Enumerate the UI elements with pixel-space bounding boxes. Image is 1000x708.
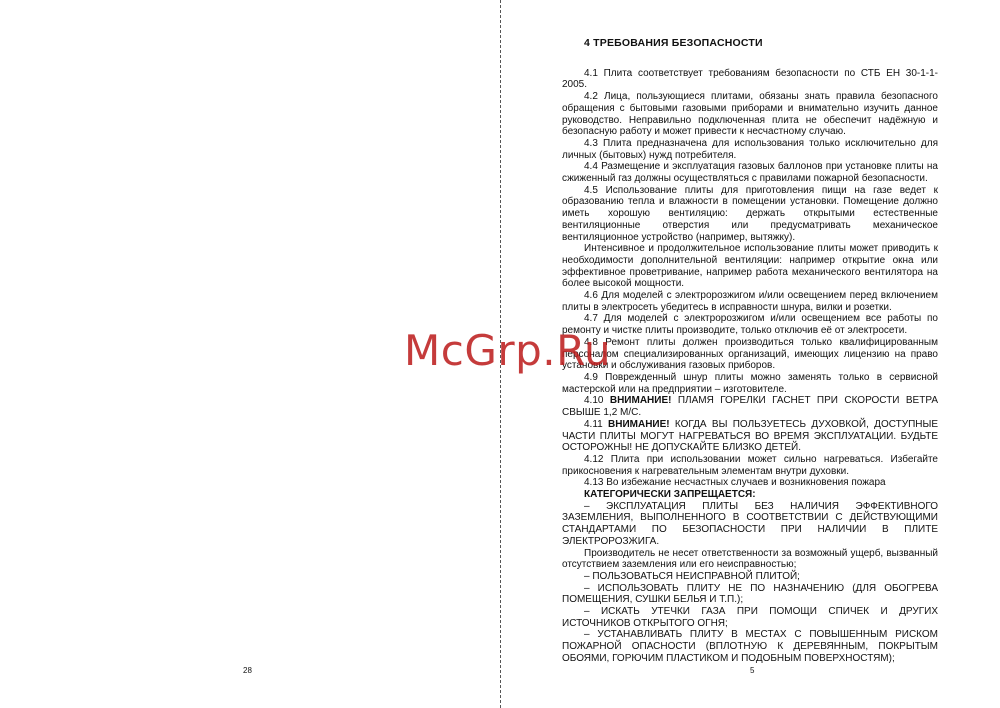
paragraph-4-13: 4.13 Во избежание несчастных случаев и возникновения пожара — [584, 477, 886, 489]
paragraph-ventilation: Интенсивное и продолжительное использование плиты может приводить к необходимости дополнительной вентиляции: например открытие окна или эффективное проветривание, например работа механического вентилятора на более высокой мощности. — [562, 243, 938, 290]
p411-text: КОГДА ВЫ ПОЛЬЗУЕТЕСЬ ДУХОВКОЙ, ДОСТУПНЫЕ ЧАСТИ ПЛИТЫ МОГУТ НАГРЕВАТЬСЯ ВО ВРЕМЯ ЭКСПЛУАТАЦИИ. БУДЬТЕ ОСТОРОЖНЫ! НЕ ДОПУСКАЙТЕ БЛИЗКО ДЕТЕЙ. — [562, 418, 939, 454]
paragraph-4-6: 4.6 Для моделей с электророзжигом и/или освещением перед включением плиты в электросеть убедитесь в исправности шнура, вилки и розетки. — [562, 290, 938, 313]
paragraph-4-7: 4.7 Для моделей с электророзжигом и/или освещением все работы по ремонту и чистке плиты производите, только отключив её от электросети. — [562, 313, 938, 337]
forbidden-caption: КАТЕГОРИЧЕСКИ ЗАПРЕЩАЕТСЯ: — [584, 489, 756, 501]
left-page-number: 28 — [243, 666, 252, 675]
p410-text: ПЛАМЯ ГОРЕЛКИ ГАСНЕТ ПРИ СКОРОСТИ ВЕТРА СВЫШЕ 1,2 М/С. — [562, 395, 938, 419]
paragraph-4-8: 4.8 Ремонт плиты должен производиться только квалифицированным персоналом специализированных организаций, имеющих лицензию на право установки и обслуживания газовых приборов. — [562, 336, 938, 372]
forbidden-item-grounding: – ЭКСПЛУАТАЦИЯ ПЛИТЫ БЕЗ НАЛИЧИЯ ЭФФЕКТИВНОГО ЗАЗЕМЛЕНИЯ, ВЫПОЛНЕННОГО В СООТВЕТСТВИИ С ДЕЙСТВУЮЩИМИ СТАНДАРТАМИ ПО БЕЗОПАСНОСТИ ПРИ НАЛИЧИИ В ПЛИТЕ ЭЛЕКТРОРОЗЖИГА. — [562, 500, 938, 547]
paragraph-4-5: 4.5 Использование плиты для приготовления пищи на газе ведет к образованию тепла и влажности в помещении установки. Помещение должно иметь хорошую вентиляцию: держать открытыми естественные вентиляционные отверстия или предусматривать механическое вентиляционное устройство (например, вытяжку). — [562, 184, 938, 243]
paragraph-4-4: 4.4 Размещение и эксплуатация газовых баллонов при установке плиты на сжиженный газ должны осуществляться с правилами пожарной безопасности. — [562, 161, 938, 185]
paragraph-4-11 — [562, 419, 938, 454]
p411-number: 4.11 — [584, 418, 609, 430]
forbidden-item-misuse: – ИСПОЛЬЗОВАТЬ ПЛИТУ НЕ ПО НАЗНАЧЕНИЮ (ДЛЯ ОБОГРЕВА ПОМЕЩЕНИЯ, СУШКИ БЕЛЬЯ И Т.П.); — [562, 582, 938, 606]
forbidden-item-leak-search: – ИСКАТЬ УТЕЧКИ ГАЗА ПРИ ПОМОЩИ СПИЧЕК И ДРУГИХ ИСТОЧНИКОВ ОТКРЫТОГО ОГНЯ; — [562, 606, 938, 629]
paragraph-4-3: 4.3 Плита предназначена для использования только исключительно для личных (бытовых) нужд потребителя. — [562, 137, 938, 161]
p410-number: 4.10 — [584, 395, 610, 407]
forbidden-item-faulty: – ПОЛЬЗОВАТЬСЯ НЕИСПРАВНОЙ ПЛИТОЙ; — [584, 570, 800, 582]
forbidden-item-placement: – УСТАНАВЛИВАТЬ ПЛИТУ В МЕСТАХ С ПОВЫШЕННЫМ РИСКОМ ПОЖАРНОЙ ОПАСНОСТИ (ВПЛОТНУЮ К ДЕРЕВЯННЫМ, ПОКРЫТЫМ ОБОЯМИ, ГОРЮЧИМ ПЛАСТИКОМ И ПОДОБНЫМ ПОВЕРХНОСТЯМ); — [562, 629, 938, 664]
right-page-number: 5 — [750, 666, 755, 675]
watermark-logo: McGrp.Ru — [404, 326, 612, 375]
safety-requirements-section — [562, 38, 938, 665]
paragraph-4-10 — [562, 395, 938, 418]
paragraph-4-1: 4.1 Плита соответствует требованиям безопасности по СТБ ЕН 30-1-1-2005. — [562, 67, 938, 91]
p411-warning: ВНИМАНИЕ! — [608, 418, 670, 430]
paragraph-4-12: 4.12 Плита при использовании может сильно нагреваться. Избегайте прикосновения к нагревательным элементам внутри духовки. — [562, 453, 938, 477]
p410-warning: ВНИМАНИЕ! — [609, 395, 672, 407]
section-title: 4 ТРЕБОВАНИЯ БЕЗОПАСНОСТИ — [584, 37, 763, 49]
manufacturer-note: Производитель не несет ответственности за возможный ущерб, вызванный отсутствием заземления или его неисправностью; — [562, 547, 938, 571]
paragraph-4-9: 4.9 Поврежденный шнур плиты можно заменять только в сервисной мастерской или на предприятии – изготовителе. — [562, 371, 938, 395]
paragraph-4-2: 4.2 Лица, пользующиеся плитами, обязаны знать правила безопасного обращения с бытовыми газовыми приборами и внимательно изучить данное руководство. Неправильно подключенная плита не обеспечит надёжную и безопасную работу и может привести к несчастному случаю. — [562, 91, 938, 138]
